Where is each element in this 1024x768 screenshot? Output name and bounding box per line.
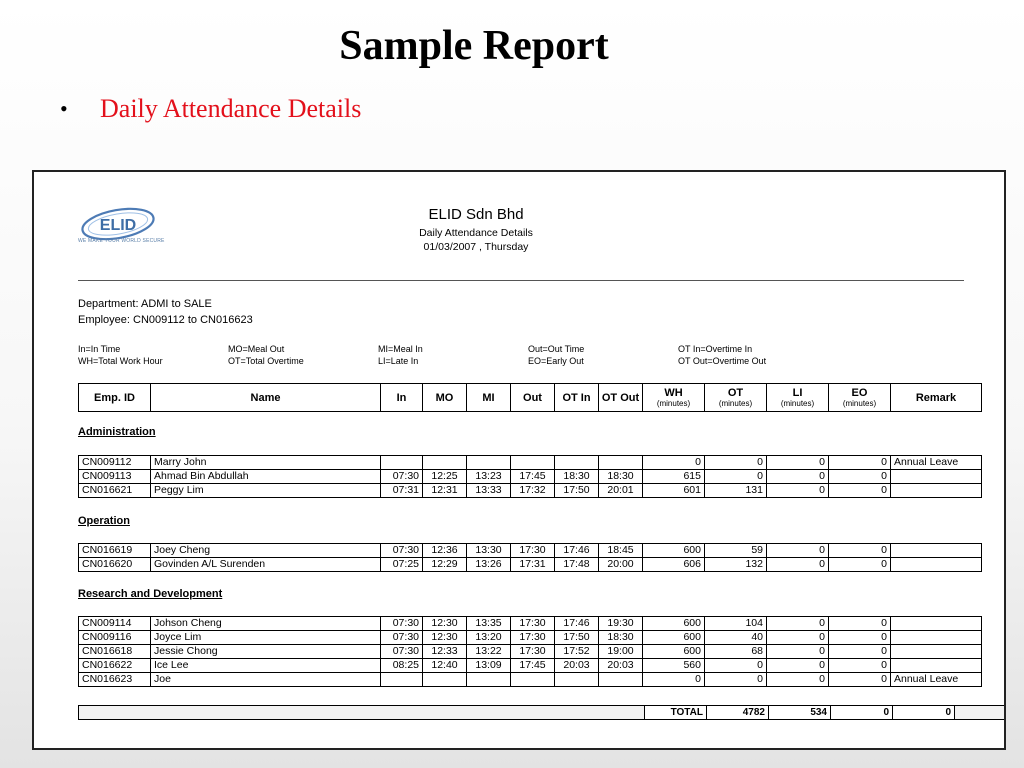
cell-mo: 12:25 — [423, 470, 467, 484]
cell-remark — [891, 645, 982, 659]
cell-li: 0 — [767, 673, 829, 687]
bullet-text: Daily Attendance Details — [100, 94, 362, 123]
cell-in — [381, 456, 423, 470]
cell-mo: 12:29 — [423, 558, 467, 572]
cell-mi: 13:33 — [467, 484, 511, 498]
header-eo: EO (minutes) — [829, 384, 891, 412]
table-row — [79, 673, 982, 687]
cell-eo: 0 — [829, 617, 891, 631]
cell-mo — [423, 456, 467, 470]
cell-emp-id: CN016623 — [79, 673, 151, 687]
cell-name: Joyce Lim — [151, 631, 381, 645]
cell-remark — [891, 544, 982, 558]
table-row — [79, 484, 982, 498]
cell-wh: 600 — [643, 544, 705, 558]
cell-remark — [891, 617, 982, 631]
cell-ot-in: 17:52 — [555, 645, 599, 659]
cell-out: 17:30 — [511, 544, 555, 558]
cell-ot-in: 17:48 — [555, 558, 599, 572]
cell-emp-id: CN009116 — [79, 631, 151, 645]
cell-ot-out: 20:03 — [599, 659, 643, 673]
report-subtitle — [34, 226, 918, 254]
table-row — [79, 456, 982, 470]
cell-wh: 600 — [643, 631, 705, 645]
bullet-dot: • — [60, 96, 68, 121]
cell-out: 17:31 — [511, 558, 555, 572]
header-mo: MO — [423, 384, 467, 412]
cell-emp-id: CN016622 — [79, 659, 151, 673]
cell-mi — [467, 456, 511, 470]
cell-in: 07:30 — [381, 470, 423, 484]
report-date: 01/03/2007 , Thursday — [423, 241, 529, 253]
cell-eo: 0 — [829, 645, 891, 659]
cell-emp-id: CN009114 — [79, 617, 151, 631]
cell-mo: 12:31 — [423, 484, 467, 498]
total-eo: 0 — [893, 706, 955, 720]
svg-text:ELID: ELID — [99, 217, 137, 234]
cell-eo: 0 — [829, 484, 891, 498]
total-remark — [955, 706, 1007, 720]
cell-ot: 132 — [705, 558, 767, 572]
cell-ot: 104 — [705, 617, 767, 631]
header-wh: WH (minutes) — [643, 384, 705, 412]
cell-eo: 0 — [829, 659, 891, 673]
cell-ot-out: 20:01 — [599, 484, 643, 498]
cell-in: 07:30 — [381, 544, 423, 558]
cell-eo: 0 — [829, 673, 891, 687]
header-name: Name — [151, 384, 381, 412]
cell-remark — [891, 659, 982, 673]
cell-li: 0 — [767, 544, 829, 558]
cell-name: Jessie Chong — [151, 645, 381, 659]
cell-emp-id: CN009112 — [79, 456, 151, 470]
cell-mi: 13:22 — [467, 645, 511, 659]
cell-wh: 606 — [643, 558, 705, 572]
cell-ot: 0 — [705, 659, 767, 673]
employee-filter: Employee: CN009112 to CN016623 — [78, 314, 253, 326]
cell-eo: 0 — [829, 456, 891, 470]
cell-name: Joey Cheng — [151, 544, 381, 558]
legend-col-2: MO=Meal Out OT=Total Overtime — [228, 344, 304, 366]
cell-name: Johson Cheng — [151, 617, 381, 631]
cell-out — [511, 673, 555, 687]
cell-ot: 59 — [705, 544, 767, 558]
cell-mo: 12:36 — [423, 544, 467, 558]
cell-li: 0 — [767, 470, 829, 484]
company-name: ELID Sdn Bhd — [428, 206, 524, 223]
cell-mo: 12:33 — [423, 645, 467, 659]
cell-wh: 601 — [643, 484, 705, 498]
cell-mo — [423, 673, 467, 687]
header-ot: OT (minutes) — [705, 384, 767, 412]
cell-mi: 13:35 — [467, 617, 511, 631]
cell-name: Peggy Lim — [151, 484, 381, 498]
report-page — [32, 170, 1006, 750]
table-row — [79, 645, 982, 659]
header-remark: Remark — [891, 384, 982, 412]
cell-mi — [467, 673, 511, 687]
cell-ot-out: 18:30 — [599, 470, 643, 484]
cell-out: 17:32 — [511, 484, 555, 498]
cell-emp-id: CN016619 — [79, 544, 151, 558]
header-ot-out: OT Out — [599, 384, 643, 412]
total-blank — [79, 706, 645, 720]
cell-mo: 12:30 — [423, 617, 467, 631]
table-administration — [78, 455, 982, 498]
legend-col-5: OT In=Overtime In OT Out=Overtime Out — [678, 344, 767, 366]
cell-eo: 0 — [829, 470, 891, 484]
header-mi: MI — [467, 384, 511, 412]
cell-name: Marry John — [151, 456, 381, 470]
cell-li: 0 — [767, 617, 829, 631]
department-filter: Department: ADMI to SALE — [78, 298, 212, 310]
cell-mo: 12:30 — [423, 631, 467, 645]
bullet-item — [60, 94, 361, 124]
cell-ot-out: 18:30 — [599, 631, 643, 645]
cell-ot: 0 — [705, 456, 767, 470]
cell-mo: 12:40 — [423, 659, 467, 673]
section-title-administration: Administration — [78, 426, 156, 438]
cell-remark — [891, 631, 982, 645]
total-wh: 4782 — [707, 706, 769, 720]
cell-eo: 0 — [829, 558, 891, 572]
cell-wh: 600 — [643, 617, 705, 631]
cell-remark: Annual Leave — [891, 456, 982, 470]
cell-eo: 0 — [829, 544, 891, 558]
cell-in: 07:30 — [381, 631, 423, 645]
table-research-development — [78, 616, 982, 687]
cell-ot-out: 19:00 — [599, 645, 643, 659]
column-header-row — [79, 384, 982, 412]
cell-ot-in: 17:50 — [555, 631, 599, 645]
cell-li: 0 — [767, 456, 829, 470]
table-row — [79, 470, 982, 484]
cell-out: 17:45 — [511, 659, 555, 673]
cell-out — [511, 456, 555, 470]
table-operation — [78, 543, 982, 572]
cell-li: 0 — [767, 631, 829, 645]
cell-ot: 131 — [705, 484, 767, 498]
cell-name: Ahmad Bin Abdullah — [151, 470, 381, 484]
cell-in — [381, 673, 423, 687]
cell-wh: 560 — [643, 659, 705, 673]
cell-in: 07:25 — [381, 558, 423, 572]
header-li: LI (minutes) — [767, 384, 829, 412]
total-li: 0 — [831, 706, 893, 720]
total-table — [78, 705, 1006, 720]
cell-out: 17:30 — [511, 617, 555, 631]
cell-in: 07:31 — [381, 484, 423, 498]
report-name: Daily Attendance Details — [419, 227, 533, 239]
cell-mi: 13:23 — [467, 470, 511, 484]
cell-ot-in: 17:50 — [555, 484, 599, 498]
cell-wh: 0 — [643, 456, 705, 470]
section-title-operation: Operation — [78, 515, 130, 527]
column-header-table — [78, 383, 982, 412]
slide-title: Sample Report — [339, 23, 609, 69]
logo-tagline: WE MAKE YOUR WORLD SECURE — [78, 238, 165, 244]
cell-emp-id: CN016620 — [79, 558, 151, 572]
total-ot: 534 — [769, 706, 831, 720]
cell-mi: 13:09 — [467, 659, 511, 673]
cell-emp-id: CN016621 — [79, 484, 151, 498]
legend-col-4: Out=Out Time EO=Early Out — [528, 344, 585, 366]
cell-ot-in: 20:03 — [555, 659, 599, 673]
cell-li: 0 — [767, 645, 829, 659]
cell-ot: 0 — [705, 470, 767, 484]
total-row — [79, 706, 1007, 720]
header-in: In — [381, 384, 423, 412]
cell-in: 07:30 — [381, 645, 423, 659]
cell-ot-out: 18:45 — [599, 544, 643, 558]
cell-ot: 0 — [705, 673, 767, 687]
cell-remark — [891, 484, 982, 498]
table-row — [79, 659, 982, 673]
cell-remark — [891, 558, 982, 572]
cell-out: 17:30 — [511, 631, 555, 645]
cell-ot-in — [555, 456, 599, 470]
header-ot-in: OT In — [555, 384, 599, 412]
cell-ot: 40 — [705, 631, 767, 645]
cell-eo: 0 — [829, 631, 891, 645]
cell-ot-out — [599, 456, 643, 470]
cell-emp-id: CN009113 — [79, 470, 151, 484]
cell-in: 07:30 — [381, 617, 423, 631]
table-row — [79, 544, 982, 558]
cell-name: Joe — [151, 673, 381, 687]
table-row — [79, 558, 982, 572]
cell-ot-in: 17:46 — [555, 617, 599, 631]
cell-remark: Annual Leave — [891, 673, 982, 687]
cell-out: 17:30 — [511, 645, 555, 659]
total-label: TOTAL — [645, 706, 707, 720]
legend-col-3: MI=Meal In LI=Late In — [378, 344, 423, 366]
cell-ot-in: 17:46 — [555, 544, 599, 558]
cell-emp-id: CN016618 — [79, 645, 151, 659]
cell-li: 0 — [767, 484, 829, 498]
cell-ot-out — [599, 673, 643, 687]
header-out: Out — [511, 384, 555, 412]
cell-li: 0 — [767, 659, 829, 673]
cell-ot-in — [555, 673, 599, 687]
cell-wh: 615 — [643, 470, 705, 484]
header-divider — [78, 280, 964, 281]
cell-name: Ice Lee — [151, 659, 381, 673]
cell-remark — [891, 470, 982, 484]
cell-ot-out: 20:00 — [599, 558, 643, 572]
cell-ot-in: 18:30 — [555, 470, 599, 484]
cell-li: 0 — [767, 558, 829, 572]
cell-out: 17:45 — [511, 470, 555, 484]
table-row — [79, 617, 982, 631]
table-row — [79, 631, 982, 645]
cell-mi: 13:30 — [467, 544, 511, 558]
section-title-research: Research and Development — [78, 588, 223, 600]
cell-mi: 13:26 — [467, 558, 511, 572]
cell-wh: 0 — [643, 673, 705, 687]
cell-ot-out: 19:30 — [599, 617, 643, 631]
cell-name: Govinden A/L Surenden — [151, 558, 381, 572]
cell-wh: 600 — [643, 645, 705, 659]
cell-ot: 68 — [705, 645, 767, 659]
cell-in: 08:25 — [381, 659, 423, 673]
legend-col-1: In=In Time WH=Total Work Hour — [78, 344, 163, 366]
cell-mi: 13:20 — [467, 631, 511, 645]
header-emp-id: Emp. ID — [79, 384, 151, 412]
